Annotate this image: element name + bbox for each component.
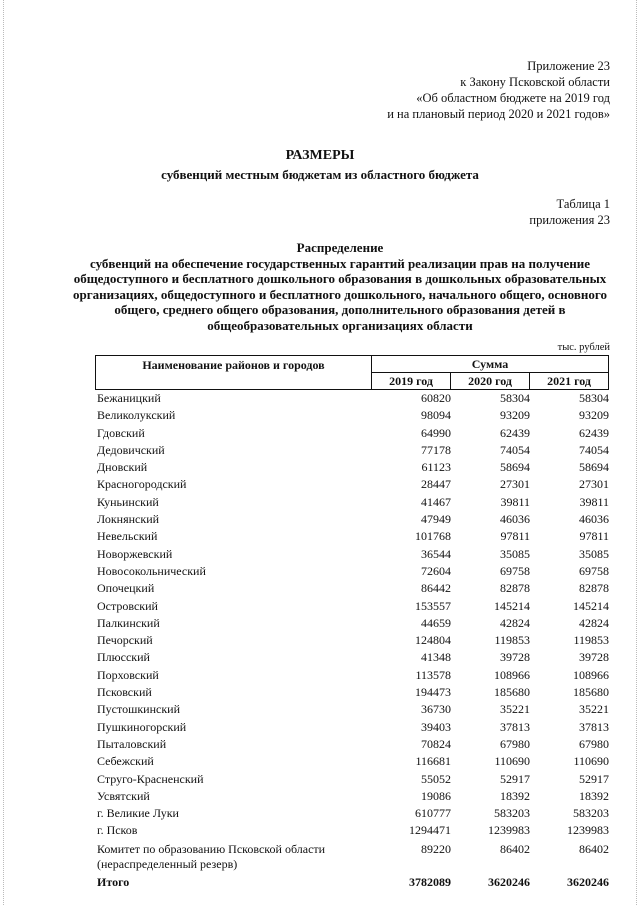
row-value-2019: 41348 bbox=[421, 650, 451, 665]
row-value-2020: 39728 bbox=[500, 650, 530, 665]
row-value-2020: 18392 bbox=[500, 788, 530, 803]
row-value-2019: 124804 bbox=[415, 633, 451, 648]
row-name: Гдовский bbox=[97, 425, 145, 440]
row-value-2021: 62439 bbox=[579, 425, 609, 440]
row-value-2020: 35221 bbox=[500, 702, 530, 717]
table-ref-line: Таблица 1 bbox=[556, 197, 610, 211]
row-value-2020: 35085 bbox=[500, 546, 530, 561]
table-row bbox=[97, 736, 609, 753]
table-row bbox=[97, 494, 609, 511]
table-row bbox=[97, 511, 609, 528]
table-row bbox=[97, 442, 609, 459]
annex-line: «Об областном бюджете на 2019 год bbox=[416, 91, 610, 105]
row-value-2019: 72604 bbox=[421, 563, 451, 578]
row-value-2020: 62439 bbox=[500, 425, 530, 440]
row-value-2019: 86442 bbox=[421, 581, 451, 596]
header-2019: 2019 год bbox=[372, 373, 451, 390]
row-value-2020: 37813 bbox=[500, 719, 530, 734]
row-value-2019: 36544 bbox=[421, 546, 451, 561]
row-value-2019: 47949 bbox=[421, 512, 451, 527]
table-row bbox=[97, 667, 609, 684]
table-row bbox=[97, 615, 609, 632]
row-value-2021: 97811 bbox=[579, 529, 609, 544]
row-value-2020: 108966 bbox=[494, 667, 530, 682]
row-value-2021: 52917 bbox=[579, 771, 609, 786]
row-value-2021: 37813 bbox=[579, 719, 609, 734]
annex-reference bbox=[387, 58, 610, 122]
header-2020: 2020 год bbox=[451, 373, 530, 390]
row-value-2021: 18392 bbox=[579, 788, 609, 803]
row-value-2020: 58304 bbox=[500, 391, 530, 405]
row-value-2021: 145214 bbox=[573, 598, 609, 613]
row-value-2021: 93209 bbox=[579, 408, 609, 423]
row-value-2021: 583203 bbox=[573, 806, 609, 821]
row-name: Новоржевский bbox=[97, 546, 173, 561]
row-value-2021: 1239983 bbox=[567, 823, 609, 838]
header-2021: 2021 год bbox=[530, 373, 609, 390]
row-name: Пустошкинский bbox=[97, 702, 180, 717]
table-row bbox=[97, 563, 609, 580]
row-name: Новосокольнический bbox=[97, 563, 206, 578]
table-row-committee bbox=[97, 840, 609, 874]
row-value-2021: 58304 bbox=[579, 391, 609, 405]
table-row bbox=[97, 425, 609, 442]
distribution-heading: Распределение bbox=[296, 240, 384, 255]
row-name: Локнянский bbox=[97, 512, 160, 527]
row-name: Палкинский bbox=[97, 615, 160, 630]
annex-line: и на плановый период 2020 и 2021 годов» bbox=[387, 107, 610, 121]
row-value-2020: 145214 bbox=[494, 598, 530, 613]
row-name: Струго-Красненский bbox=[97, 771, 204, 786]
table-row bbox=[97, 822, 609, 839]
row-value-2019: 77178 bbox=[421, 442, 451, 457]
row-name: г. Псков bbox=[97, 823, 138, 838]
row-value-2020: 185680 bbox=[494, 685, 530, 700]
row-value-2019: 36730 bbox=[421, 702, 451, 717]
row-value-2019: 19086 bbox=[421, 788, 451, 803]
row-name: Бежаницкий bbox=[97, 391, 161, 405]
row-value-2020: 82878 bbox=[500, 581, 530, 596]
row-value-2020: 46036 bbox=[500, 512, 530, 527]
row-value-2019: 116681 bbox=[415, 754, 451, 769]
row-value-2021: 74054 bbox=[579, 442, 609, 457]
row-value-2019: 44659 bbox=[421, 615, 451, 630]
row-value-2021: 67980 bbox=[579, 736, 609, 751]
row-value-2020: 52917 bbox=[500, 771, 530, 786]
table-row bbox=[97, 719, 609, 736]
total-value-2020: 3620246 bbox=[488, 874, 530, 889]
table-row bbox=[97, 684, 609, 701]
distribution-heading-block bbox=[70, 240, 610, 333]
row-value-2020: 69758 bbox=[500, 563, 530, 578]
row-name: Порховский bbox=[97, 667, 159, 682]
scan-edge-right bbox=[636, 0, 637, 905]
row-value-2021: 119853 bbox=[573, 633, 609, 648]
total-value-2021: 3620246 bbox=[567, 874, 609, 889]
row-name: Псковский bbox=[97, 685, 152, 700]
row-value-2019: 610777 bbox=[415, 806, 451, 821]
row-value-2019: 28447 bbox=[421, 477, 451, 492]
row-name: Великолукский bbox=[97, 408, 176, 423]
row-value-2019: 113578 bbox=[415, 667, 451, 682]
units-label: тыс. рублей bbox=[557, 342, 610, 353]
table-row bbox=[97, 771, 609, 788]
row-name bbox=[97, 842, 372, 874]
row-value-2020: 74054 bbox=[500, 442, 530, 457]
annex-line: Приложение 23 bbox=[527, 59, 610, 73]
row-value-2021: 86402 bbox=[579, 841, 609, 856]
table-row bbox=[97, 805, 609, 822]
row-value-2020: 93209 bbox=[500, 408, 530, 423]
row-value-2020: 58694 bbox=[500, 460, 530, 475]
row-value-2019: 89220 bbox=[421, 841, 451, 856]
table-row bbox=[97, 476, 609, 493]
row-name: Итого bbox=[97, 874, 130, 889]
row-value-2019: 55052 bbox=[421, 771, 451, 786]
row-value-2020: 86402 bbox=[500, 841, 530, 856]
document-subtitle: субвенций местным бюджетам из областного бюджета bbox=[161, 167, 479, 182]
row-value-2019: 60820 bbox=[421, 391, 451, 405]
table-row bbox=[97, 649, 609, 666]
row-value-2021: 35221 bbox=[579, 702, 609, 717]
row-value-2019: 39403 bbox=[421, 719, 451, 734]
row-value-2021: 39811 bbox=[579, 494, 609, 509]
table-row bbox=[97, 788, 609, 805]
row-value-2021: 58694 bbox=[579, 460, 609, 475]
row-value-2020: 1239983 bbox=[488, 823, 530, 838]
row-value-2019: 101768 bbox=[415, 529, 451, 544]
row-name: Островский bbox=[97, 598, 158, 613]
row-name: Опочецкий bbox=[97, 581, 155, 596]
table-header bbox=[95, 355, 609, 390]
row-name: Дедовичский bbox=[97, 442, 165, 457]
row-value-2020: 110690 bbox=[494, 754, 530, 769]
row-value-2019: 70824 bbox=[421, 736, 451, 751]
table-body bbox=[97, 390, 609, 891]
table-row bbox=[97, 753, 609, 770]
annex-line: к Закону Псковской области bbox=[460, 75, 610, 89]
row-value-2019: 61123 bbox=[421, 460, 451, 475]
row-value-2019: 41467 bbox=[421, 494, 451, 509]
table-row bbox=[97, 701, 609, 718]
row-value-2021: 82878 bbox=[579, 581, 609, 596]
row-name: Дновский bbox=[97, 460, 148, 475]
row-value-2020: 39811 bbox=[500, 494, 530, 509]
row-name: Красногородский bbox=[97, 477, 187, 492]
row-value-2021: 110690 bbox=[573, 754, 609, 769]
row-name: Пушкиногорский bbox=[97, 719, 187, 734]
table-row bbox=[97, 407, 609, 424]
table-ref-line: приложения 23 bbox=[529, 213, 610, 227]
row-name: Плюсский bbox=[97, 650, 150, 665]
row-value-2020: 97811 bbox=[500, 529, 530, 544]
header-sum: Сумма bbox=[372, 356, 609, 373]
table-row bbox=[97, 390, 609, 407]
row-value-2021: 46036 bbox=[579, 512, 609, 527]
row-value-2019: 194473 bbox=[415, 685, 451, 700]
row-value-2021: 35085 bbox=[579, 546, 609, 561]
row-name-line: (нераспределенный резерв) bbox=[97, 856, 238, 871]
row-value-2021: 42824 bbox=[579, 615, 609, 630]
row-name: Куньинский bbox=[97, 494, 159, 509]
document-title: РАЗМЕРЫ bbox=[285, 148, 355, 163]
header-name: Наименование районов и городов bbox=[96, 356, 372, 390]
row-value-2019: 98094 bbox=[421, 408, 451, 423]
total-value-2019: 3782089 bbox=[409, 874, 451, 889]
row-value-2021: 27301 bbox=[579, 477, 609, 492]
table-row bbox=[97, 546, 609, 563]
row-value-2019: 1294471 bbox=[409, 823, 451, 838]
row-value-2020: 119853 bbox=[494, 633, 530, 648]
table-row bbox=[97, 632, 609, 649]
row-name: Пыталовский bbox=[97, 736, 167, 751]
row-name: Усвятский bbox=[97, 788, 150, 803]
row-value-2021: 185680 bbox=[573, 685, 609, 700]
table-row bbox=[97, 598, 609, 615]
row-value-2019: 64990 bbox=[421, 425, 451, 440]
scan-edge-left bbox=[3, 0, 4, 905]
table-row bbox=[97, 528, 609, 545]
table-reference bbox=[529, 196, 610, 228]
row-name: Себежский bbox=[97, 754, 154, 769]
table-row bbox=[97, 459, 609, 476]
row-name: Печорский bbox=[97, 633, 153, 648]
row-value-2021: 39728 bbox=[579, 650, 609, 665]
row-name: г. Великие Луки bbox=[97, 806, 179, 821]
row-name: Невельский bbox=[97, 529, 158, 544]
row-value-2021: 108966 bbox=[573, 667, 609, 682]
table-row bbox=[97, 580, 609, 597]
row-name-line: Комитет по образованию Псковской области bbox=[97, 841, 326, 856]
distribution-text: субвенций на обеспечение государственных гарантий реализации прав на получение общедоступного и бесплатного дошкольного образования в дошкольных образовательных организациях, общедоступного и бесплатного дошкольного, начального общего, основного общего, среднего общего образования, дополнительного образования детей в общеобразовательных организациях области bbox=[73, 255, 607, 333]
row-value-2020: 27301 bbox=[500, 477, 530, 492]
row-value-2020: 42824 bbox=[500, 615, 530, 630]
table-row-total bbox=[97, 874, 609, 891]
row-value-2020: 67980 bbox=[500, 736, 530, 751]
row-value-2019: 153557 bbox=[415, 598, 451, 613]
row-value-2020: 583203 bbox=[494, 806, 530, 821]
row-value-2021: 69758 bbox=[579, 563, 609, 578]
